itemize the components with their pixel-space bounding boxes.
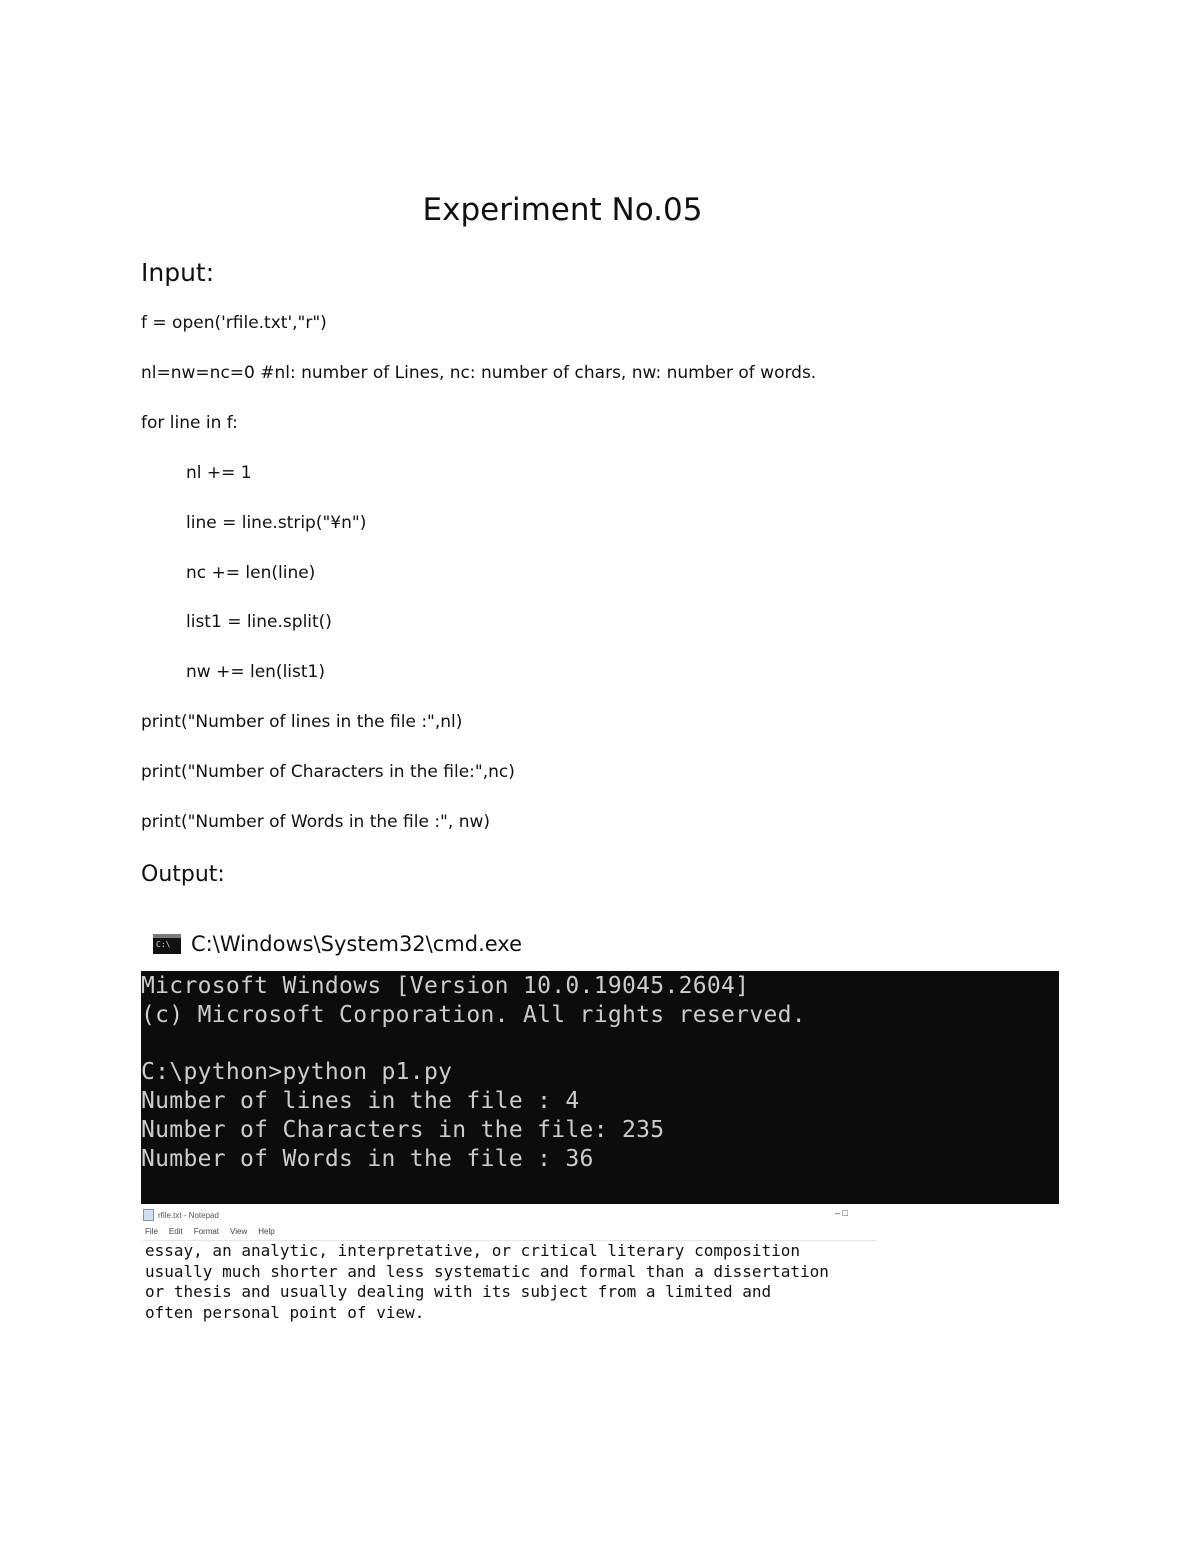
console-line: C:\python>python p1.py bbox=[141, 1059, 453, 1085]
code-line: for line in f: bbox=[141, 413, 238, 433]
cmd-icon bbox=[153, 934, 181, 954]
notepad-line: or thesis and usually dealing with its subject from a limited and bbox=[145, 1282, 772, 1301]
console-line: (c) Microsoft Corporation. All rights reserved. bbox=[141, 1002, 806, 1028]
notepad-text-area[interactable] bbox=[145, 1241, 829, 1323]
cmd-titlebar bbox=[153, 928, 522, 960]
code-line: print("Number of Words in the file :", nw) bbox=[141, 812, 490, 832]
notepad-menubar bbox=[145, 1227, 275, 1239]
menu-file[interactable]: File bbox=[145, 1227, 158, 1236]
output-heading: Output: bbox=[141, 862, 225, 887]
notepad-icon bbox=[143, 1209, 154, 1221]
code-line: nl += 1 bbox=[186, 463, 252, 483]
window-controls[interactable]: – □ bbox=[835, 1208, 848, 1218]
cmd-window-title: C:\Windows\System32\cmd.exe bbox=[191, 932, 522, 956]
console-line: Number of Words in the file : 36 bbox=[141, 1146, 594, 1172]
code-line: print("Number of Characters in the file:",nc) bbox=[141, 762, 515, 782]
notepad-line: often personal point of view. bbox=[145, 1302, 425, 1322]
notepad-titlebar bbox=[143, 1207, 876, 1223]
code-line: f = open('rfile.txt',"r") bbox=[141, 313, 327, 333]
code-line: nl=nw=nc=0 #nl: number of Lines, nc: number of chars, nw: number of words. bbox=[141, 363, 817, 383]
menu-view[interactable]: View bbox=[230, 1227, 248, 1236]
code-line: nc += len(line) bbox=[186, 563, 316, 583]
console-line: Number of Characters in the file: 235 bbox=[141, 1117, 665, 1143]
cmd-console bbox=[141, 971, 1059, 1204]
menu-edit[interactable]: Edit bbox=[168, 1227, 183, 1236]
notepad-title: rfile.txt - Notepad bbox=[158, 1210, 219, 1220]
experiment-title: Experiment No.05 bbox=[422, 192, 703, 228]
code-line: print("Number of lines in the file :",nl) bbox=[141, 712, 463, 732]
notepad-window bbox=[143, 1207, 876, 1332]
notepad-line: usually much shorter and less systematic and formal than a dissertation bbox=[145, 1261, 829, 1281]
console-line: Microsoft Windows [Version 10.0.19045.2604] bbox=[141, 973, 750, 999]
code-line: line = line.strip("¥n") bbox=[186, 513, 367, 533]
notepad-line: essay, an analytic, interpretative, or critical literary composition bbox=[145, 1241, 801, 1260]
console-line: Number of lines in the file : 4 bbox=[141, 1088, 580, 1114]
menu-help[interactable]: Help bbox=[258, 1227, 275, 1236]
code-line: list1 = line.split() bbox=[186, 612, 332, 632]
menu-format[interactable]: Format bbox=[193, 1227, 220, 1236]
input-heading: Input: bbox=[141, 258, 215, 287]
code-line: nw += len(list1) bbox=[186, 662, 325, 682]
